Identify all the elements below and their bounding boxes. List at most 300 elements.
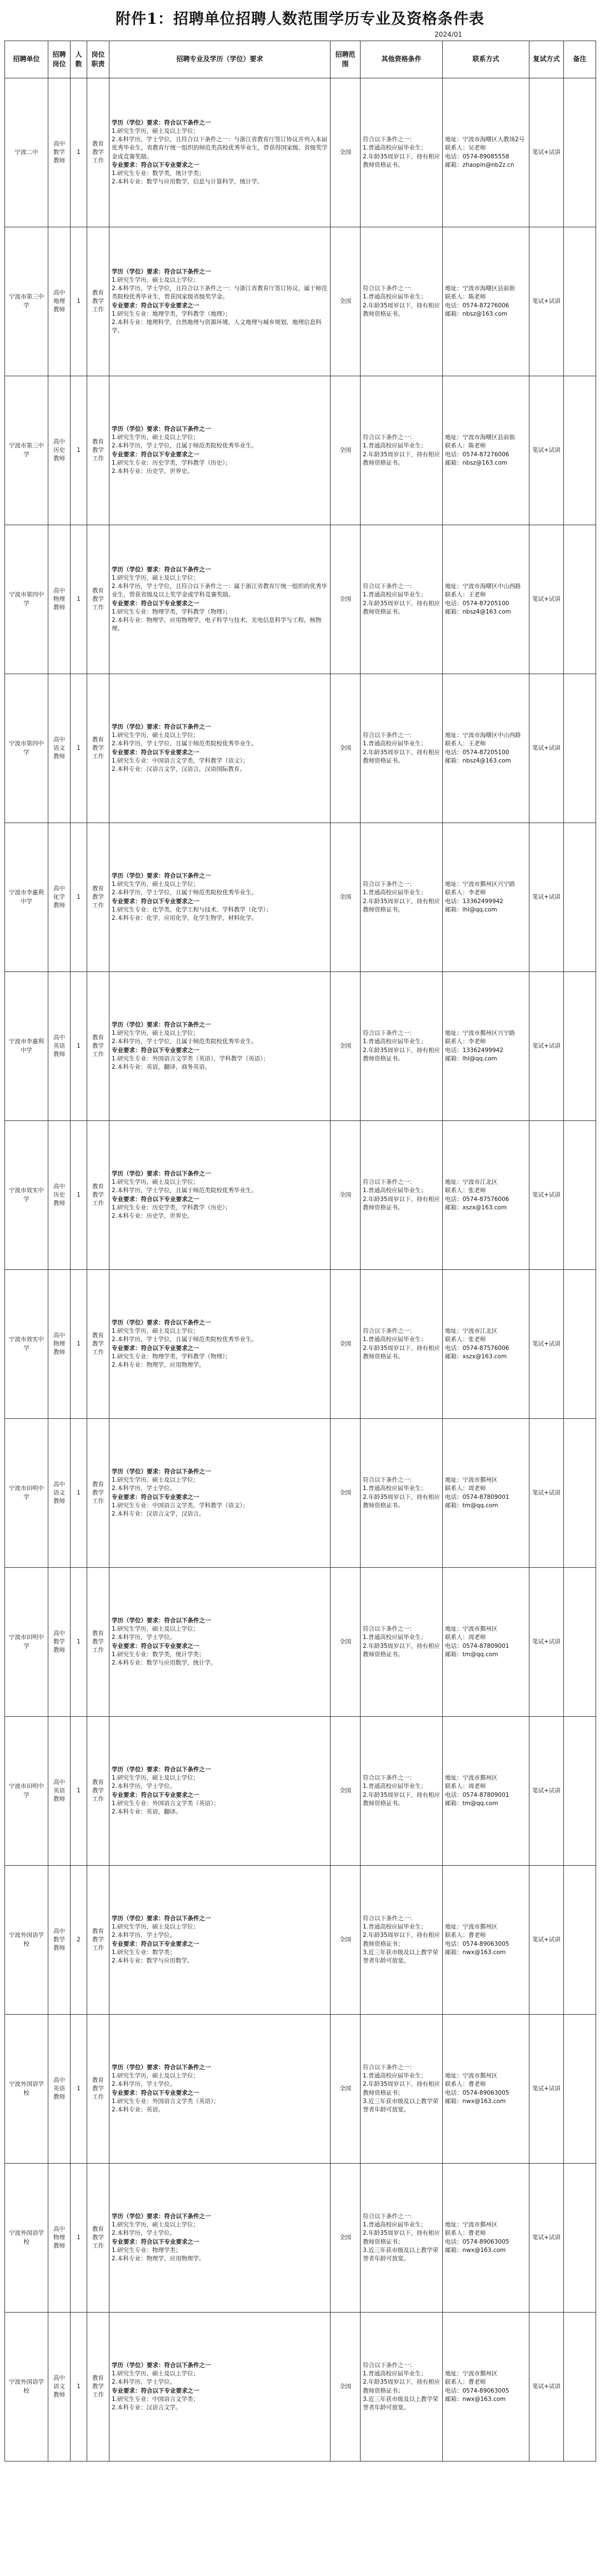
cell-count: 1	[71, 1568, 87, 1717]
cell-qualifications-line: 2.年龄35周岁以下，持有相应教师资格证书；	[363, 2379, 440, 2394]
cell-post: 高中物理教师	[48, 525, 71, 674]
cell-qualifications-line: 符合以下条件之一：	[363, 434, 416, 441]
cell-scope: 全国	[331, 2015, 361, 2164]
cell-note	[564, 2164, 596, 2313]
cell-contact-line: 联系人：李老师	[445, 889, 486, 896]
cell-requirements-line: 1.研究生专业：外国语言文学类（英语）；	[112, 1800, 219, 1807]
cell-contact	[443, 1866, 529, 2015]
cell-unit: 宁波外国语学校	[5, 1866, 48, 2015]
cell-contact-line: 电话：0574-89085558	[445, 153, 509, 160]
cell-requirements-line: 2.本科学历，学士学位。	[112, 1485, 176, 1492]
cell-requirements-line: 1.研究生专业：中国语言文学类，学科教学（语文）；	[112, 1502, 249, 1509]
cell-post: 高中数学教师	[48, 1866, 71, 2015]
cell-retest: 笔试+试讲	[529, 1717, 564, 1866]
cell-count: 1	[71, 227, 87, 376]
cell-requirements-line: 专业要求：符合以下专业要求之一	[112, 749, 199, 756]
cell-requirements-line: 1.研究生学历，硕士及以上学位；	[112, 1775, 199, 1782]
table-row	[5, 1866, 596, 2015]
cell-retest: 笔试+试讲	[529, 2164, 564, 2313]
cell-qualifications	[361, 1717, 443, 1866]
table-row	[5, 2313, 596, 2462]
cell-contact-line: 地址：宁波市鄞州区	[445, 1477, 498, 1484]
cell-qualifications-line: 1.普通高校应届毕业生；	[363, 1038, 427, 1045]
cell-duty: 教育教学工作	[87, 1419, 109, 1568]
cell-contact-line: 联系人：曹老师	[445, 2379, 486, 2386]
table-row	[5, 1568, 596, 1717]
cell-requirements	[109, 227, 331, 376]
cell-qualifications-line: 3.近三年获市级及以上教学荣誉者年龄可放宽。	[363, 1949, 439, 1964]
cell-requirements-line: 2.本科专业：物理学，应用物理学。	[112, 2255, 205, 2262]
cell-post: 高中物理教师	[48, 1270, 71, 1419]
cell-count: 1	[71, 525, 87, 674]
cell-requirements-line: 2.本科学历，学士学位。	[112, 1932, 176, 1939]
cell-qualifications-line: 2.年龄35周岁以下，持有相应教师资格证书。	[363, 451, 440, 466]
cell-requirements-line: 2.本科专业：历史学，世界史。	[112, 467, 193, 475]
cell-requirements	[109, 2164, 331, 2313]
cell-requirements-line: 专业要求：符合以下专业要求之一	[112, 1940, 199, 1947]
cell-duty: 教育教学工作	[87, 2164, 109, 2313]
cell-post: 高中物理教师	[48, 2164, 71, 2313]
cell-requirements-line: 学历（学位）要求：符合以下条件之一	[112, 2064, 211, 2071]
cell-requirements	[109, 78, 331, 227]
cell-contact-line: 地址：宁波市江北区	[445, 1328, 498, 1335]
table-body	[5, 78, 596, 2462]
cell-contact-line: 邮箱：nbsz@163.com	[445, 310, 508, 317]
cell-contact-line: 联系人：周老师	[445, 1485, 486, 1492]
cell-contact-line: 电话：0574-87809001	[445, 1791, 509, 1798]
cell-requirements-line: 专业要求：符合以下专业要求之一	[112, 898, 199, 905]
cell-requirements-line: 学历（学位）要求：符合以下条件之一	[112, 1021, 211, 1028]
cell-requirements-line: 2.本科专业：历史学，世界史。	[112, 1212, 193, 1219]
cell-scope: 全国	[331, 2164, 361, 2313]
cell-contact-line: 联系人：陈老师	[445, 293, 486, 301]
cell-requirements-line: 2.本科专业：英语，翻译，商务英语。	[112, 1063, 211, 1070]
cell-contact-line: 联系人：李老师	[445, 1038, 486, 1045]
cell-retest: 笔试+试讲	[529, 972, 564, 1121]
cell-contact-line: 联系人：陈老师	[445, 442, 486, 450]
table-row	[5, 2015, 596, 2164]
cell-contact	[443, 2164, 529, 2313]
cell-retest: 笔试+试讲	[529, 525, 564, 674]
cell-unit: 宁波市第三中学	[5, 227, 48, 376]
cell-contact-line: 电话：0574-87205100	[445, 600, 509, 607]
cell-qualifications-line: 2.年龄35周岁以下，持有相应教师资格证书。	[363, 600, 440, 615]
cell-unit: 宁波市李惠利中学	[5, 823, 48, 972]
cell-contact-line: 电话：0574-87276006	[445, 451, 509, 458]
table-row	[5, 227, 596, 376]
cell-contact-line: 电话：0574-87576006	[445, 1195, 509, 1203]
cell-contact-line: 邮箱：xszx@163.com	[445, 1353, 507, 1360]
table-row	[5, 2164, 596, 2313]
cell-qualifications-line: 3.近三年获市级及以上教学荣誉者年龄可放宽。	[363, 2097, 439, 2113]
cell-contact	[443, 1270, 529, 1419]
cell-requirements-line: 1.研究生学历，硕士及以上学位；	[112, 574, 199, 581]
cell-contact	[443, 1121, 529, 1270]
cell-scope: 全国	[331, 1866, 361, 2015]
cell-contact-line: 地址：宁波市鄞州区	[445, 2370, 498, 2378]
cell-requirements-line: 专业要求：符合以下专业要求之一	[112, 2089, 199, 2096]
cell-contact-line: 邮箱：nbsz4@163.com	[445, 757, 511, 764]
cell-duty: 教育教学工作	[87, 1121, 109, 1270]
cell-scope: 全国	[331, 376, 361, 525]
cell-requirements-line: 学历（学位）要求：符合以下条件之一	[112, 1319, 211, 1326]
cell-post: 高中英语教师	[48, 972, 71, 1121]
cell-count: 1	[71, 1121, 87, 1270]
cell-requirements-line: 学历（学位）要求：符合以下条件之一	[112, 2361, 211, 2369]
table-row	[5, 823, 596, 972]
cell-count: 1	[71, 2015, 87, 2164]
cell-qualifications-line: 符合以下条件之一：	[363, 1626, 416, 1633]
cell-contact	[443, 78, 529, 227]
cell-duty: 教育教学工作	[87, 1717, 109, 1866]
cell-requirements-line: 1.研究生学历，硕士及以上学位；	[112, 1328, 199, 1335]
cell-note	[564, 1717, 596, 1866]
cell-duty: 教育教学工作	[87, 376, 109, 525]
cell-contact-line: 邮箱：tm@qq.com	[445, 1651, 498, 1658]
cell-requirements-line: 学历（学位）要求：符合以下条件之一	[112, 425, 211, 432]
cell-requirements-line: 2.本科专业：英语。	[112, 2106, 164, 2113]
cell-requirements-line: 专业要求：符合以下专业要求之一	[112, 2238, 199, 2245]
header-retest: 复试方式	[529, 41, 564, 78]
cell-qualifications-line: 1.普通高校应届毕业生；	[363, 293, 427, 301]
cell-qualifications	[361, 227, 443, 376]
cell-requirements-line: 2.本科专业：化学，应用化学，化学生物学，材料化学。	[112, 914, 258, 921]
cell-contact	[443, 227, 529, 376]
cell-post: 高中数学教师	[48, 78, 71, 227]
cell-duty: 教育教学工作	[87, 1270, 109, 1419]
cell-qualifications-line: 符合以下条件之一：	[363, 1030, 416, 1037]
header-count: 人数	[71, 41, 87, 78]
cell-scope: 全国	[331, 1270, 361, 1419]
cell-requirements-line: 专业要求：符合以下专业要求之一	[112, 1791, 199, 1798]
header-note: 备注	[564, 41, 596, 78]
cell-note	[564, 1270, 596, 1419]
cell-contact-line: 电话：0574-87809001	[445, 1642, 509, 1650]
cell-qualifications	[361, 2164, 443, 2313]
cell-requirements	[109, 1568, 331, 1717]
header-row	[5, 41, 596, 78]
cell-qualifications-line: 1.普通高校应届毕业生；	[363, 1485, 427, 1492]
cell-post: 高中数学教师	[48, 1568, 71, 1717]
cell-note	[564, 78, 596, 227]
cell-qualifications-line: 符合以下条件之一：	[363, 136, 416, 143]
cell-qualifications-line: 1.普通高校应届毕业生；	[363, 1336, 427, 1343]
cell-retest: 笔试+试讲	[529, 2313, 564, 2462]
cell-count: 1	[71, 2313, 87, 2462]
cell-requirements-line: 2.本科学历，学士学位。	[112, 2230, 176, 2237]
cell-retest: 笔试+试讲	[529, 376, 564, 525]
cell-scope: 全国	[331, 823, 361, 972]
cell-requirements-line: 专业要求：符合以下专业要求之一	[112, 2387, 199, 2394]
cell-requirements	[109, 674, 331, 823]
cell-scope: 全国	[331, 78, 361, 227]
cell-qualifications	[361, 972, 443, 1121]
cell-contact-line: 电话：0574-89063005	[445, 2238, 509, 2245]
header-scope: 招聘范围	[331, 41, 361, 78]
table-row	[5, 1270, 596, 1419]
cell-requirements-line: 2.本科专业：英语，翻译。	[112, 1808, 182, 1815]
cell-contact-line: 地址：宁波市鄞州区	[445, 2221, 498, 2229]
cell-requirements-line: 2.本科专业：数学与应用数学，统计学。	[112, 1659, 217, 1666]
cell-contact-line: 电话：0574-87576006	[445, 1344, 509, 1352]
cell-qualifications-line: 1.普通高校应届毕业生；	[363, 2370, 427, 2378]
cell-requirements-line: 学历（学位）要求：符合以下条件之一	[112, 268, 211, 275]
cell-note	[564, 2015, 596, 2164]
cell-unit: 宁波二中	[5, 78, 48, 227]
cell-post: 高中历史教师	[48, 376, 71, 525]
page-title: 附件1：招聘单位招聘人数范围学历专业及资格条件表	[116, 11, 484, 28]
cell-requirements-line: 1.研究生学历，硕士及以上学位；	[112, 1477, 199, 1484]
cell-duty: 教育教学工作	[87, 227, 109, 376]
cell-unit: 宁波市李惠利中学	[5, 972, 48, 1121]
cell-requirements-line: 2.本科专业：汉语言文学。	[112, 2404, 182, 2411]
cell-qualifications-line: 1.普通高校应届毕业生；	[363, 2072, 427, 2080]
cell-requirements-line: 2.本科学历，学士学位，且属于师范类院校优秀毕业生。	[112, 442, 258, 450]
cell-contact-line: 地址：宁波市鄞州区	[445, 2072, 498, 2080]
cell-contact-line: 邮箱：nwx@163.com	[445, 2395, 506, 2403]
table-row	[5, 376, 596, 525]
cell-post: 高中英语教师	[48, 2015, 71, 2164]
cell-contact-line: 联系人：张老师	[445, 1336, 486, 1343]
cell-requirements-line: 1.研究生专业：物理学类，学科教学（物理）；	[112, 608, 231, 615]
cell-qualifications-line: 符合以下条件之一：	[363, 1915, 416, 1922]
cell-requirements-line: 1.研究生学历，硕士及以上学位；	[112, 2370, 199, 2378]
cell-qualifications-line: 符合以下条件之一：	[363, 732, 416, 739]
cell-note	[564, 823, 596, 972]
cell-contact	[443, 1568, 529, 1717]
cell-duty: 教育教学工作	[87, 1568, 109, 1717]
cell-scope: 全国	[331, 2313, 361, 2462]
cell-requirements-line: 学历（学位）要求：符合以下条件之一	[112, 1170, 211, 1177]
cell-contact	[443, 525, 529, 674]
table-row	[5, 1121, 596, 1270]
cell-note	[564, 972, 596, 1121]
cell-scope: 全国	[331, 227, 361, 376]
cell-note	[564, 1866, 596, 2015]
cell-unit: 宁波市第四中学	[5, 525, 48, 674]
table-row	[5, 78, 596, 227]
cell-requirements	[109, 525, 331, 674]
cell-requirements-line: 1.研究生学历，硕士及以上学位；	[112, 2221, 199, 2229]
cell-qualifications	[361, 1121, 443, 1270]
cell-qualifications-line: 2.年龄35周岁以下，持有相应教师资格证书。	[363, 749, 440, 764]
cell-scope: 全国	[331, 674, 361, 823]
cell-duty: 教育教学工作	[87, 78, 109, 227]
cell-requirements-line: 学历（学位）要求：符合以下条件之一	[112, 872, 211, 879]
cell-retest: 笔试+试讲	[529, 1568, 564, 1717]
cell-requirements	[109, 1270, 331, 1419]
cell-qualifications-line: 1.普通高校应届毕业生；	[363, 1634, 427, 1641]
cell-retest: 笔试+试讲	[529, 2015, 564, 2164]
cell-requirements	[109, 1717, 331, 1866]
cell-qualifications-line: 符合以下条件之一：	[363, 1179, 416, 1186]
cell-requirements-line: 1.研究生专业：数学类；	[112, 1949, 176, 1956]
cell-retest: 笔试+试讲	[529, 227, 564, 376]
cell-requirements-line: 1.研究生专业：地理学类，学科教学（地理）；	[112, 310, 231, 317]
cell-note	[564, 376, 596, 525]
header-requirements: 招聘专业及学历（学位）要求	[109, 41, 331, 78]
cell-contact	[443, 972, 529, 1121]
cell-requirements-line: 专业要求：符合以下专业要求之一	[112, 1344, 199, 1352]
cell-note	[564, 1419, 596, 1568]
cell-count: 1	[71, 674, 87, 823]
cell-requirements-line: 专业要求：符合以下专业要求之一	[112, 1493, 199, 1501]
cell-scope: 全国	[331, 525, 361, 674]
cell-contact-line: 邮箱：nwx@163.com	[445, 2097, 506, 2105]
cell-duty: 教育教学工作	[87, 1866, 109, 2015]
cell-qualifications	[361, 1270, 443, 1419]
cell-retest: 笔试+试讲	[529, 78, 564, 227]
cell-count: 1	[71, 1717, 87, 1866]
cell-contact	[443, 823, 529, 972]
cell-post: 高中语文教师	[48, 2313, 71, 2462]
cell-qualifications-line: 符合以下条件之一：	[363, 1775, 416, 1782]
cell-qualifications-line: 1.普通高校应届毕业生；	[363, 889, 427, 896]
cell-unit: 宁波外国语学校	[5, 2313, 48, 2462]
cell-requirements-line: 1.研究生专业：数学类，统计学类；	[112, 1651, 205, 1658]
cell-requirements-line: 2.本科学历，学士学位。	[112, 2081, 176, 2088]
cell-requirements-line: 1.研究生专业：物理学类，学科教学（物理）；	[112, 1353, 231, 1360]
cell-qualifications-line: 符合以下条件之一：	[363, 2213, 416, 2220]
cell-requirements-line: 专业要求：符合以下专业要求之一	[112, 451, 199, 458]
header-post: 招聘岗位	[48, 41, 71, 78]
cell-requirements	[109, 823, 331, 972]
cell-contact-line: 邮箱：nwx@163.com	[445, 2246, 506, 2254]
cell-unit: 宁波市田明中学	[5, 1717, 48, 1866]
table-row	[5, 1419, 596, 1568]
cell-requirements-line: 专业要求：符合以下专业要求之一	[112, 600, 199, 607]
cell-requirements	[109, 2015, 331, 2164]
cell-retest: 笔试+试讲	[529, 674, 564, 823]
cell-qualifications-line: 1.普通高校应届毕业生；	[363, 2221, 427, 2229]
cell-contact-line: 电话：13362499942	[445, 898, 503, 905]
cell-qualifications-line: 符合以下条件之一：	[363, 583, 416, 590]
cell-note	[564, 227, 596, 376]
cell-qualifications	[361, 674, 443, 823]
cell-qualifications-line: 2.年龄35周岁以下，持有相应教师资格证书。	[363, 153, 440, 168]
cell-contact-line: 联系人：曹老师	[445, 2081, 486, 2088]
cell-duty: 教育教学工作	[87, 823, 109, 972]
cell-unit: 宁波市第四中学	[5, 674, 48, 823]
cell-requirements-line: 1.研究生学历，硕士及以上学位；	[112, 276, 199, 283]
cell-requirements-line: 2.本科学历，学士学位。	[112, 2379, 176, 2386]
cell-post: 高中语文教师	[48, 674, 71, 823]
cell-requirements-line: 学历（学位）要求：符合以下条件之一	[112, 1468, 211, 1475]
cell-requirements-line: 1.研究生学历，硕士及以上学位；	[112, 1030, 199, 1037]
cell-contact-line: 联系人：周老师	[445, 1634, 486, 1641]
cell-contact-line: 地址：宁波市鄞州区	[445, 1924, 498, 1931]
cell-unit: 宁波市效实中学	[5, 1121, 48, 1270]
cell-unit: 宁波市第三中学	[5, 376, 48, 525]
cell-requirements-line: 学历（学位）要求：符合以下条件之一	[112, 1766, 211, 1773]
cell-contact-line: 电话：0574-87809001	[445, 1493, 509, 1501]
cell-requirements-line: 1.研究生学历，硕士及以上学位；	[112, 434, 199, 441]
header-contact: 联系方式	[443, 41, 529, 78]
cell-contact-line: 邮箱：tm@qq.com	[445, 1502, 498, 1509]
cell-scope: 全国	[331, 1419, 361, 1568]
cell-requirements-line: 1.研究生学历，硕士及以上学位；	[112, 2072, 199, 2080]
cell-qualifications-line: 符合以下条件之一：	[363, 2064, 416, 2071]
cell-count: 1	[71, 972, 87, 1121]
cell-requirements	[109, 1121, 331, 1270]
cell-qualifications	[361, 1419, 443, 1568]
cell-qualifications	[361, 1568, 443, 1717]
cell-requirements-line: 1.研究生专业：历史学类，学科教学（历史）；	[112, 459, 231, 466]
cell-requirements-line: 2.本科学历，学士学位。	[112, 1634, 176, 1641]
cell-contact-line: 地址：宁波市鄞州区兴宁路	[445, 881, 515, 888]
cell-qualifications-line: 2.年龄35周岁以下，持有相应教师资格证书。	[363, 898, 440, 913]
cell-retest: 笔试+试讲	[529, 823, 564, 972]
cell-contact-line: 邮箱：zhaopin@nb2z.cn	[445, 161, 514, 168]
cell-requirements-line: 1.研究生专业：历史学类，学科教学（历史）；	[112, 1204, 231, 1211]
document-date: 2024/01	[434, 31, 462, 38]
cell-qualifications	[361, 823, 443, 972]
cell-contact-line: 邮箱：nbsz4@163.com	[445, 608, 511, 615]
cell-requirements-line: 1.研究生学历，硕士及以上学位；	[112, 1924, 199, 1931]
cell-qualifications-line: 2.年龄35周岁以下，持有相应教师资格证书。	[363, 1047, 440, 1062]
cell-qualifications-line: 2.年龄35周岁以下，持有相应教师资格证书。	[363, 1344, 440, 1360]
cell-qualifications-line: 2.年龄35周岁以下，持有相应教师资格证书。	[363, 1195, 440, 1211]
cell-requirements-line: 专业要求：符合以下专业要求之一	[112, 1047, 199, 1054]
cell-qualifications-line: 符合以下条件之一：	[363, 285, 416, 292]
cell-requirements-line: 学历（学位）要求：符合以下条件之一	[112, 1915, 211, 1922]
cell-requirements-line: 学历（学位）要求：符合以下条件之一	[112, 566, 211, 573]
cell-requirements-line: 2.本科学历，学士学位，且属于师范类院校优秀毕业生。	[112, 1336, 258, 1343]
cell-qualifications-line: 1.普通高校应届毕业生；	[363, 145, 427, 152]
cell-contact	[443, 1419, 529, 1568]
table-row	[5, 674, 596, 823]
header-qualifications: 其他资格条件	[361, 41, 443, 78]
cell-qualifications-line: 符合以下条件之一：	[363, 2361, 416, 2369]
header-duty: 岗位职责	[87, 41, 109, 78]
cell-contact-line: 地址：宁波市海曙区县前街	[445, 434, 515, 441]
cell-duty: 教育教学工作	[87, 525, 109, 674]
cell-qualifications-line: 2.年龄35周岁以下，持有相应教师资格证书。	[363, 302, 440, 317]
cell-qualifications-line: 3.近三年获市级及以上教学荣誉者年龄可放宽。	[363, 2395, 439, 2411]
cell-requirements-line: 2.本科学历，学士学位，且属于师范类院校优秀毕业生。	[112, 889, 258, 896]
cell-note	[564, 525, 596, 674]
cell-count: 1	[71, 78, 87, 227]
cell-count: 2	[71, 1866, 87, 2015]
table-row	[5, 972, 596, 1121]
cell-scope: 全国	[331, 1121, 361, 1270]
cell-contact-line: 邮箱：lhl@qq.com	[445, 1055, 497, 1062]
cell-requirements-line: 2.本科专业：数学与应用数学。	[112, 1957, 193, 1964]
cell-post: 高中化学教师	[48, 823, 71, 972]
cell-contact	[443, 1717, 529, 1866]
cell-duty: 教育教学工作	[87, 972, 109, 1121]
table-row	[5, 525, 596, 674]
cell-requirements	[109, 2313, 331, 2462]
cell-requirements-line: 1.研究生专业：外国语言文学类（英语），学科教学（英语）；	[112, 1055, 269, 1062]
cell-requirements-line: 2.本科学历，学士学位，且属于师范类院校优秀毕业生。	[112, 740, 258, 748]
cell-note	[564, 674, 596, 823]
cell-qualifications-line: 1.普通高校应届毕业生；	[363, 591, 427, 599]
cell-requirements-line: 2.本科学历，学士学位，且符合以下条件之一：属于浙江省教育厅统一组织的优秀毕业生，曾获省级及以上奖学金或学科竞赛奖励。	[112, 583, 328, 599]
cell-requirements-line: 1.研究生学历，硕士及以上学位；	[112, 1626, 199, 1633]
cell-note	[564, 1121, 596, 1270]
cell-qualifications-line: 1.普通高校应届毕业生；	[363, 442, 427, 450]
cell-qualifications-line: 2.年龄35周岁以下，持有相应教师资格证书。	[363, 1493, 440, 1509]
cell-retest: 笔试+试讲	[529, 1419, 564, 1568]
cell-post: 高中英语教师	[48, 1717, 71, 1866]
cell-scope: 全国	[331, 1717, 361, 1866]
cell-requirements	[109, 1866, 331, 2015]
cell-post: 高中历史教师	[48, 1121, 71, 1270]
cell-contact-line: 联系人：周老师	[445, 1783, 486, 1790]
cell-qualifications-line: 2.年龄35周岁以下，持有相应教师资格证书。	[363, 1642, 440, 1658]
cell-contact-line: 地址：宁波市海曙区大教场2号	[445, 136, 525, 143]
